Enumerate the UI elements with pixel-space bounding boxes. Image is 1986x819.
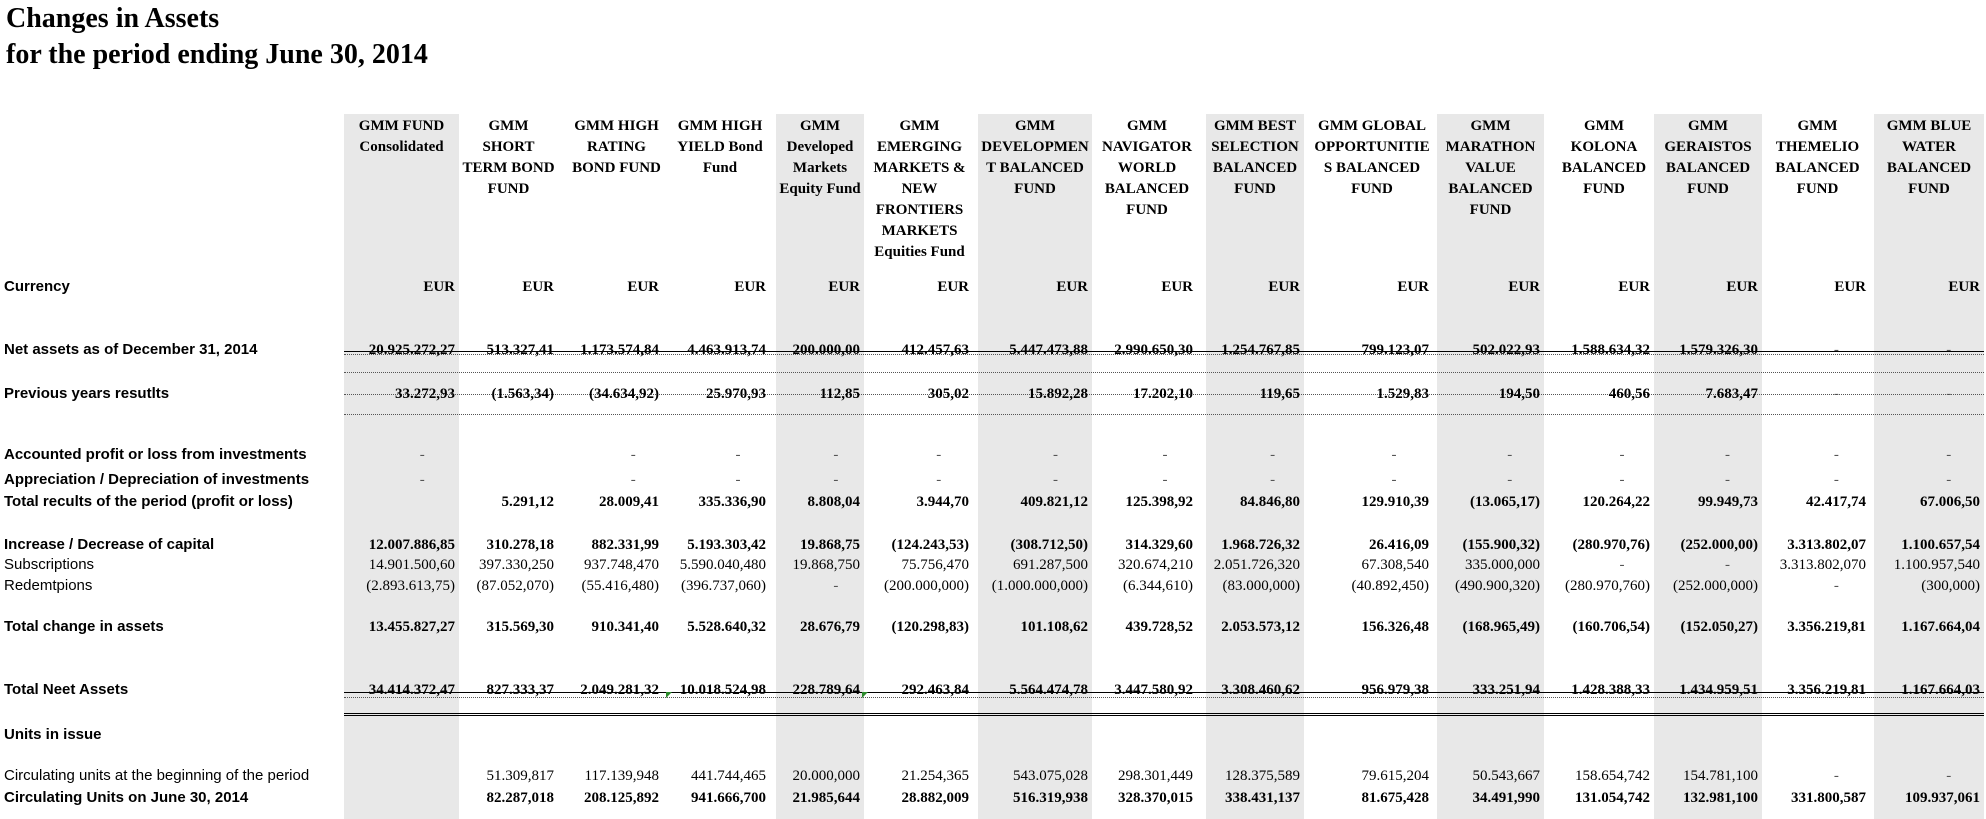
table-cell: (34.634,92) [589, 386, 659, 402]
table-cell: - [1507, 472, 1513, 488]
table-cell: 827.333,37 [486, 682, 554, 698]
table-cell: - [1162, 447, 1168, 463]
table-cell: 34.414.372,47 [368, 682, 455, 698]
table-cell: (280.970,76) [1572, 537, 1650, 553]
table-cell: 513.327,41 [486, 342, 554, 358]
table-cell: 331.800,587 [1791, 790, 1866, 806]
table-cell: 10.018.524,98 [679, 682, 766, 698]
table-cell: 75.756,470 [901, 557, 969, 573]
table-cell: 1.529,83 [1376, 386, 1429, 402]
table-cell: 328.370,015 [1118, 790, 1193, 806]
table-cell: - [1946, 386, 1952, 402]
table-cell: - [1053, 472, 1059, 488]
table-cell: - [1391, 447, 1397, 463]
table-cell: 937.748,470 [584, 557, 659, 573]
table-cell: 1.588.634,32 [1571, 342, 1650, 358]
table-cell: - [936, 447, 942, 463]
table-cell: - [1270, 447, 1276, 463]
table-cell: EUR [1508, 279, 1540, 295]
table-cell: 5.564.474,78 [1009, 682, 1088, 698]
table-cell: EUR [1161, 279, 1193, 295]
table-cell: 17.202,10 [1133, 386, 1193, 402]
table-cell: 120.264,22 [1582, 494, 1650, 510]
table-cell: 2.990.650,30 [1114, 342, 1193, 358]
rule-line [344, 713, 1984, 716]
table-cell: 502.022,93 [1472, 342, 1540, 358]
table-cell: - [1507, 447, 1513, 463]
table-cell: EUR [423, 279, 455, 295]
table-cell: (490.900,320) [1455, 578, 1540, 594]
table-cell: (252.000,000) [1673, 578, 1758, 594]
column-header: GMM GERAISTOS BALANCED FUND [1664, 118, 1752, 197]
column-header: GMM GLOBAL OPPORTUNITIE S BALANCED FUND [1314, 118, 1430, 197]
table-cell: EUR [1948, 279, 1980, 295]
table-cell: - [1619, 447, 1625, 463]
table-cell: 21.254,365 [901, 768, 969, 784]
column-header: GMM BLUE WATER BALANCED FUND [1886, 118, 1972, 197]
table-cell: 99.949,73 [1698, 494, 1758, 510]
table-cell: 292.463,84 [901, 682, 969, 698]
table-cell: - [1053, 447, 1059, 463]
table-cell: (200.000,000) [884, 578, 969, 594]
table-cell: EUR [522, 279, 554, 295]
row-label: Units in issue [4, 726, 102, 743]
table-cell: 5.528.640,32 [687, 619, 766, 635]
table-cell: 1.968.726,32 [1221, 537, 1300, 553]
table-cell: 33.272,93 [395, 386, 455, 402]
table-cell: - [419, 447, 425, 463]
table-cell: 941.666,700 [691, 790, 766, 806]
table-cell: (87.052,070) [476, 578, 554, 594]
column-header: GMM DEVELOPMEN T BALANCED FUND [981, 118, 1089, 197]
table-cell: 194,50 [1498, 386, 1540, 402]
table-cell: 3.313.802,070 [1779, 557, 1866, 573]
table-cell: 28.882,009 [901, 790, 969, 806]
table-cell: - [1946, 447, 1952, 463]
table-cell: EUR [1726, 279, 1758, 295]
table-cell: EUR [1618, 279, 1650, 295]
table-cell: 3.308.460,62 [1221, 682, 1300, 698]
table-cell: 3.313.802,07 [1787, 537, 1866, 553]
row-label: Circulating units at the beginning of the period [4, 767, 310, 784]
table-cell: (155.900,32) [1462, 537, 1540, 553]
table-cell: 51.309,817 [486, 768, 554, 784]
table-cell: 5.447.473,88 [1009, 342, 1088, 358]
column-header: GMM EMERGING MARKETS & NEW FRONTIERS MARKETS Equities Fund [873, 118, 966, 260]
row-label: Appreciation / Depreciation of investments [4, 471, 310, 488]
table-cell: 439.728,52 [1125, 619, 1193, 635]
table-cell: - [1724, 557, 1730, 573]
table-cell: - [1833, 342, 1839, 358]
table-cell: EUR [937, 279, 969, 295]
table-cell: (124.243,53) [891, 537, 969, 553]
table-cell: 412.457,63 [901, 342, 969, 358]
table-cell: 19.868,75 [800, 537, 860, 553]
table-cell: 128.375,589 [1225, 768, 1300, 784]
table-cell: 7.683,47 [1705, 386, 1758, 402]
table-cell: 691.287,500 [1013, 557, 1088, 573]
table-cell: 460,56 [1608, 386, 1650, 402]
table-cell: EUR [1056, 279, 1088, 295]
table-cell: - [735, 472, 741, 488]
table-cell: 125.398,92 [1125, 494, 1193, 510]
table-cell: (55.416,480) [581, 578, 659, 594]
column-header: GMM NAVIGATOR WORLD BALANCED FUND [1101, 118, 1193, 218]
row-label: Total change in assets [4, 618, 164, 635]
table-cell: 5.193.303,42 [687, 537, 766, 553]
table-cell: 441.744,465 [691, 768, 766, 784]
table-cell: 315.569,30 [486, 619, 554, 635]
table-cell: 129.910,39 [1361, 494, 1429, 510]
table-cell: 34.491,990 [1472, 790, 1540, 806]
table-cell: 119,65 [1259, 386, 1300, 402]
table-cell: (280.970,760) [1565, 578, 1650, 594]
table-cell: 15.892,28 [1028, 386, 1088, 402]
row-label: Increase / Decrease of capital [4, 536, 215, 553]
table-cell: EUR [627, 279, 659, 295]
table-cell: - [1619, 557, 1625, 573]
table-cell: 21.985,644 [792, 790, 860, 806]
table-cell: 14.901.500,60 [368, 557, 455, 573]
table-cell: 26.416,09 [1369, 537, 1429, 553]
table-cell: 112,85 [819, 386, 860, 402]
table-cell: 310.278,18 [486, 537, 554, 553]
table-cell: - [1724, 447, 1730, 463]
table-cell: 13.455.827,27 [368, 619, 455, 635]
table-cell: 333.251,94 [1472, 682, 1540, 698]
report-title: Changes in Assets [6, 3, 220, 34]
table-cell: 1.428.388,33 [1571, 682, 1650, 698]
table-cell: 117.139,948 [584, 768, 659, 784]
table-cell: (2.893.613,75) [366, 578, 455, 594]
table-cell: (152.050,27) [1680, 619, 1758, 635]
row-label: Circulating Units on June 30, 2014 [4, 789, 249, 806]
row-label: Redemtpions [4, 577, 93, 594]
table-cell: 335.000,000 [1465, 557, 1540, 573]
table-cell: 84.846,80 [1240, 494, 1300, 510]
table-cell: - [936, 472, 942, 488]
table-cell: (6.344,610) [1123, 578, 1193, 594]
table-cell: 335.336,90 [698, 494, 766, 510]
table-cell: - [419, 472, 425, 488]
table-cell: - [833, 578, 839, 594]
table-cell: (40.892,450) [1351, 578, 1429, 594]
table-cell: 2.049.281,32 [580, 682, 659, 698]
table-cell: - [1162, 472, 1168, 488]
table-cell: 1.167.664,03 [1901, 682, 1980, 698]
table-cell: - [1946, 342, 1952, 358]
table-cell: 543.075,028 [1013, 768, 1088, 784]
table-cell: 305,02 [927, 386, 969, 402]
table-cell: 516.319,938 [1013, 790, 1088, 806]
table-cell: 50.543,667 [1472, 768, 1540, 784]
table-cell: 314.329,60 [1125, 537, 1193, 553]
table-cell: (120.298,83) [891, 619, 969, 635]
table-cell: 28.009,41 [599, 494, 659, 510]
table-cell: - [1946, 768, 1952, 784]
row-label: Net assets as of December 31, 2014 [4, 341, 258, 358]
table-cell: (160.706,54) [1572, 619, 1650, 635]
row-label: Total recults of the period (profit or loss) [4, 493, 293, 510]
column-header: GMM FUND Consolidated [358, 118, 445, 155]
table-cell: 28.676,79 [800, 619, 860, 635]
table-cell: - [1270, 472, 1276, 488]
table-cell: 109.937,061 [1905, 790, 1980, 806]
table-cell: - [1724, 472, 1730, 488]
table-cell: 12.007.886,85 [368, 537, 455, 553]
table-cell: 5.590.040,480 [679, 557, 766, 573]
table-cell: 3.944,70 [916, 494, 969, 510]
row-label: Total Neet Assets [4, 681, 129, 698]
table-cell: (300,000) [1921, 578, 1980, 594]
table-cell: - [1833, 386, 1839, 402]
table-cell: 131.054,742 [1575, 790, 1650, 806]
report-period: for the period ending June 30, 2014 [6, 39, 428, 70]
table-cell: 320.674,210 [1118, 557, 1193, 573]
table-cell: 79.615,204 [1361, 768, 1429, 784]
table-cell: 397.330,250 [479, 557, 554, 573]
table-cell: - [1833, 447, 1839, 463]
table-cell: 81.675,428 [1361, 790, 1429, 806]
table-cell: - [630, 472, 636, 488]
table-cell: 799.123,07 [1361, 342, 1429, 358]
row-label: Previous years resutlts [4, 385, 170, 402]
table-cell: 2.051.726,320 [1213, 557, 1300, 573]
rule-line [344, 372, 1984, 373]
table-cell: 228.789,64 [792, 682, 860, 698]
table-cell: 19.868,750 [792, 557, 860, 573]
table-cell: 1.434.959,51 [1679, 682, 1758, 698]
column-header: GMM SHORT TERM BOND FUND [462, 118, 555, 197]
table-cell: 4.463.913,74 [687, 342, 766, 358]
table-cell: - [735, 447, 741, 463]
table-cell: - [1946, 472, 1952, 488]
table-cell: 2.053.573,12 [1221, 619, 1300, 635]
table-cell: 156.326,48 [1361, 619, 1429, 635]
table-cell: - [1833, 578, 1839, 594]
row-label: Currency [4, 278, 70, 295]
table-cell: 910.341,40 [591, 619, 659, 635]
table-cell: - [1391, 472, 1397, 488]
column-header: GMM THEMELIO BALANCED FUND [1775, 118, 1860, 197]
table-cell: - [833, 472, 839, 488]
column-header: GMM BEST SELECTION BALANCED FUND [1211, 118, 1299, 197]
table-cell: (252.000,00) [1680, 537, 1758, 553]
row-label: Accounted profit or loss from investments [4, 446, 307, 463]
table-cell: - [1833, 768, 1839, 784]
table-cell: 8.808,04 [807, 494, 860, 510]
table-cell: 208.125,892 [584, 790, 659, 806]
table-cell: 67.308,540 [1361, 557, 1429, 573]
table-cell: 882.331,99 [591, 537, 659, 553]
table-cell: 1.100.957,540 [1893, 557, 1980, 573]
table-cell: 20.000,000 [792, 768, 860, 784]
table-cell: 1.254.767,85 [1221, 342, 1300, 358]
table-cell: EUR [1268, 279, 1300, 295]
table-cell: 101.108,62 [1020, 619, 1088, 635]
table-cell: 154.781,100 [1683, 768, 1758, 784]
row-label: Subscriptions [4, 556, 95, 573]
table-cell: 1.167.664,04 [1901, 619, 1980, 635]
table-cell: - [1619, 472, 1625, 488]
table-cell: 5.291,12 [501, 494, 554, 510]
column-header: GMM Developed Markets Equity Fund [779, 118, 861, 197]
table-cell: 200.000,00 [792, 342, 860, 358]
table-cell: 42.417,74 [1806, 494, 1866, 510]
column-header: GMM KOLONA BALANCED FUND [1561, 118, 1647, 197]
table-cell: - [1833, 472, 1839, 488]
table-cell: (1.563,34) [491, 386, 554, 402]
table-cell: 132.981,100 [1683, 790, 1758, 806]
table-cell: EUR [828, 279, 860, 295]
rule-line [344, 414, 1984, 415]
column-header: GMM MARATHON VALUE BALANCED FUND [1445, 118, 1536, 218]
column-header: GMM HIGH YIELD Bond Fund [677, 118, 763, 176]
table-cell: 338.431,137 [1225, 790, 1300, 806]
table-cell: EUR [1834, 279, 1866, 295]
table-cell: 20.925.272,27 [368, 342, 455, 358]
table-cell: 67.006,50 [1920, 494, 1980, 510]
table-cell: 3.356.219,81 [1787, 619, 1866, 635]
table-cell: 956.979,38 [1361, 682, 1429, 698]
table-cell: - [630, 447, 636, 463]
table-cell: 298.301,449 [1118, 768, 1193, 784]
table-cell: (308.712,50) [1010, 537, 1088, 553]
table-cell: (1.000.000,000) [991, 578, 1088, 594]
table-cell: 3.447.580,92 [1114, 682, 1193, 698]
table-cell: (396.737,060) [681, 578, 766, 594]
table-cell: 1.100.657,54 [1901, 537, 1980, 553]
table-cell: EUR [1397, 279, 1429, 295]
table-cell: 82.287,018 [486, 790, 554, 806]
table-cell: - [833, 447, 839, 463]
table-cell: 25.970,93 [706, 386, 766, 402]
column-header: GMM HIGH RATING BOND FUND [572, 118, 661, 176]
table-cell: 1.173.574,84 [580, 342, 659, 358]
table-cell: (83.000,000) [1222, 578, 1300, 594]
table-cell: 1.579.326,30 [1679, 342, 1758, 358]
table-cell: 158.654,742 [1575, 768, 1650, 784]
table-cell: 3.356.219,81 [1787, 682, 1866, 698]
table-cell: (13.065,17) [1470, 494, 1540, 510]
table-cell: 409.821,12 [1020, 494, 1088, 510]
table-cell: (168.965,49) [1462, 619, 1540, 635]
table-cell: EUR [734, 279, 766, 295]
